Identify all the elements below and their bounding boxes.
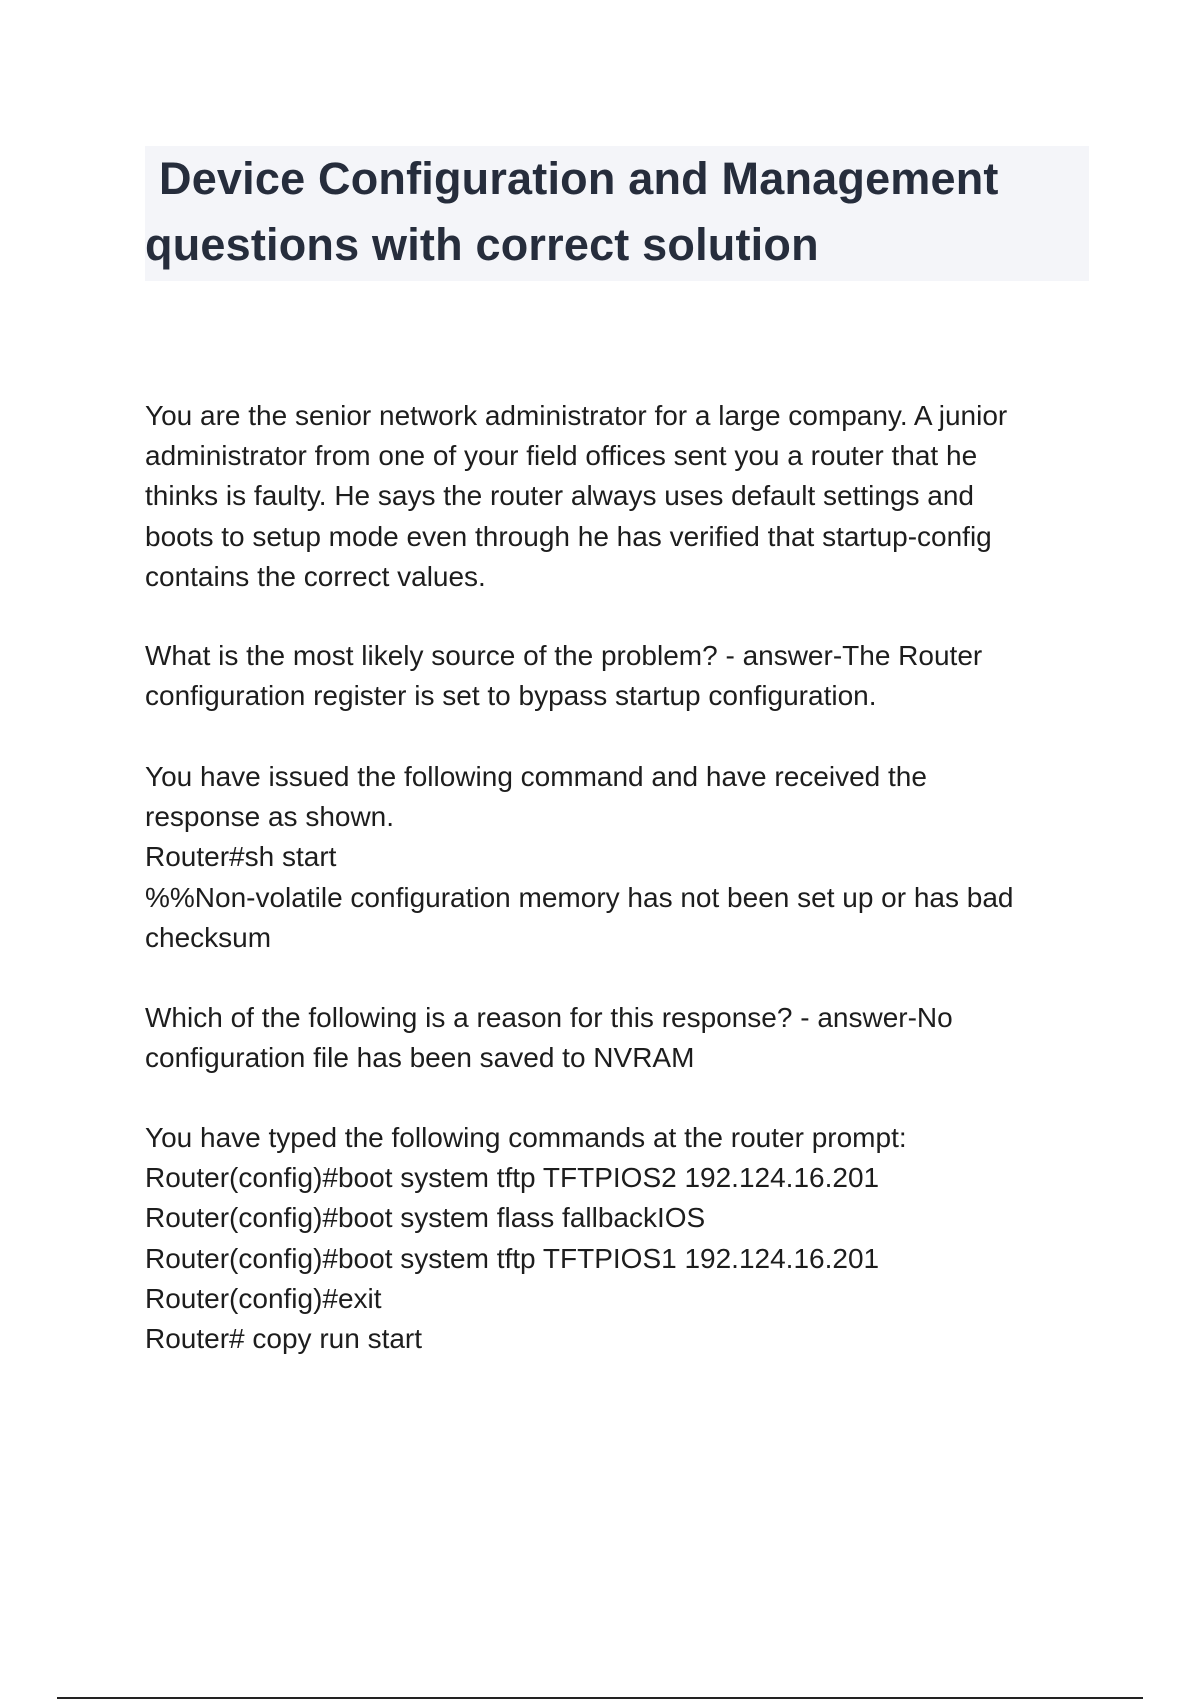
paragraph-5: [145, 1118, 1095, 1359]
paragraph-line: response as shown.: [145, 801, 395, 833]
paragraph-line: You are the senior network administrator for a large company. A junior: [145, 400, 1008, 431]
paragraph-1: [145, 396, 1095, 597]
page-title-line-1: Device Configuration and Management: [159, 153, 999, 204]
paragraph-line: %%Non-volatile configuration memory has not been set up or has bad: [145, 881, 1014, 913]
paragraph-line: You have issued the following command and have received the: [145, 761, 927, 792]
title-box: [145, 146, 1089, 281]
paragraph-line: configuration register is set to bypass startup configuration.: [145, 680, 877, 712]
paragraph-line: What is the most likely source of the problem? - answer-The Router: [145, 640, 983, 671]
page-bottom-divider: [57, 1697, 1143, 1699]
page-title-line-2: questions with correct solution: [145, 219, 819, 270]
paragraph-line: boots to setup mode even through he has verified that startup-config: [145, 520, 992, 552]
paragraph-line: Router#sh start: [145, 841, 337, 873]
paragraph-line: checksum: [145, 921, 272, 953]
paragraph-line: You have typed the following commands at the router prompt:: [145, 1122, 907, 1153]
paragraph-line: Router(config)#boot system flass fallbackIOS: [145, 1202, 706, 1234]
paragraph-line: configuration file has been saved to NVRAM: [145, 1042, 695, 1074]
paragraph-line: Which of the following is a reason for this response? - answer-No: [145, 1002, 953, 1033]
paragraph-4: [145, 998, 1095, 1078]
paragraph-3: [145, 757, 1095, 958]
paragraph-2: [145, 636, 1095, 716]
paragraph-line: Router(config)#boot system tftp TFTPIOS2 192.124.16.201: [145, 1162, 880, 1194]
paragraph-line: Router(config)#exit: [145, 1282, 382, 1314]
paragraph-line: administrator from one of your field offices sent you a router that he: [145, 440, 978, 472]
paragraph-line: contains the correct values.: [145, 560, 486, 592]
paragraph-line: thinks is faulty. He says the router always uses default settings and: [145, 480, 975, 512]
paragraph-line: Router# copy run start: [145, 1322, 423, 1354]
paragraph-line: Router(config)#boot system tftp TFTPIOS1 192.124.16.201: [145, 1242, 880, 1274]
